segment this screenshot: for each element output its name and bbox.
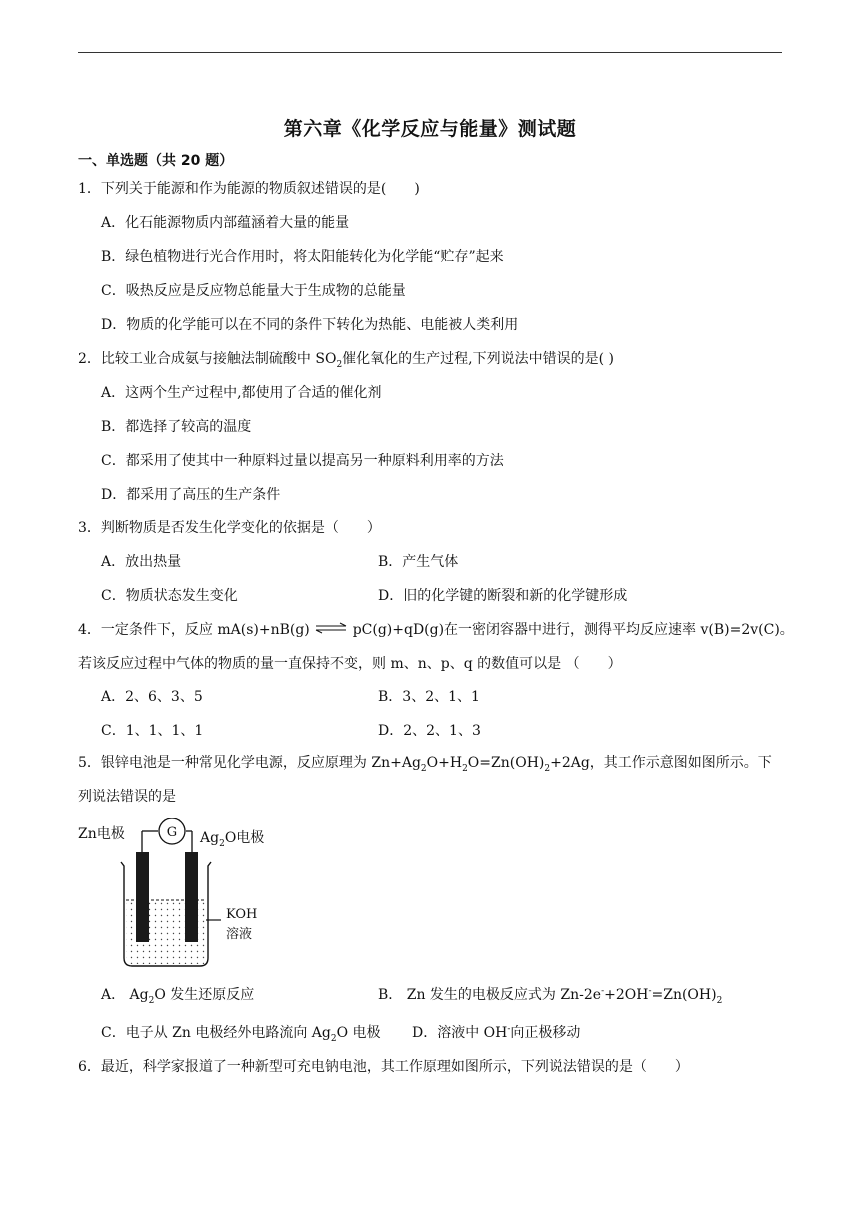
page-title: 第六章《化学反应与能量》测试题 <box>283 118 577 140</box>
solution-label: 溶液 <box>226 927 253 942</box>
question-2-option-c: C．都采用了使其中一种原料过量以提高另一种原料利用率的方法 <box>101 453 504 469</box>
question-5-option-c: C．电子从 Zn 电极经外电路流向 $Ag_2O$ 电极 <box>101 1025 381 1044</box>
question-3-option-c: C．物质状态发生变化 <box>101 588 238 604</box>
question-3-stem: 3．判断物质是否发生化学变化的依据是（ ） <box>78 520 381 536</box>
ag2o-electrode <box>185 852 198 942</box>
zn-electrode <box>136 852 149 942</box>
question-3-option-b: B．产生气体 <box>378 554 459 570</box>
question-5-option-b: B． Zn 发生的电极反应式为 $Zn-2e^-+2OH^-=Zn(OH)_2$ <box>378 986 723 1006</box>
question-3-option-a: A．放出热量 <box>101 554 182 570</box>
question-2-option-a: A．这两个生产过程中,都使用了合适的催化剂 <box>101 385 382 401</box>
question-5-option-d: D．溶液中 OH-向正极移动 <box>412 1024 581 1041</box>
ag2o-electrode-label: $Ag_2O$电极 <box>200 830 265 849</box>
question-1-option-a: A．化石能源物质内部蕴涵着大量的能量 <box>101 215 350 231</box>
question-1-option-b: B．绿色植物进行光合作用时，将太阳能转化为化学能“贮存”起来 <box>101 249 504 265</box>
question-2-stem: 2．比较工业合成氨与接触法制硫酸中 $SO_2$催化氧化的生产过程,下列说法中错误的是( ) <box>78 351 614 370</box>
question-1-stem: 1．下列关于能源和作为能源的物质叙述错误的是( ) <box>78 181 420 197</box>
question-5-option-a: A． $Ag_2O$ 发生还原反应 <box>101 987 255 1006</box>
header-rule <box>78 52 782 53</box>
koh-label: KOH <box>226 907 258 922</box>
question-6-stem: 6．最近，科学家报道了一种新型可充电钠电池，其工作原理如图所示，下列说法错误的是（ ） <box>78 1059 689 1075</box>
question-5-stem-line2: 列说法错误的是 <box>78 789 176 805</box>
question-4-option-b: B．3、2、1、1 <box>378 689 480 705</box>
equilibrium-arrow-icon <box>314 621 348 639</box>
question-4-option-a: A．2、6、3、5 <box>101 689 203 705</box>
question-4-stem: 4．一定条件下，反应 mA(s)+nB(g) pC(g)+qD(g)在一密闭容器中进行，测得平均反应速率 v(B)=2v(C)。 <box>78 622 794 638</box>
question-2-option-d: D．都采用了高压的生产条件 <box>101 487 281 503</box>
question-4-stem-line2: 若该反应过程中气体的物质的量一直保持不变，则 m、n、p、q 的数值可以是 （ ） <box>78 656 622 672</box>
galvanometer-label: G <box>166 825 178 840</box>
question-2-option-b: B．都选择了较高的温度 <box>101 419 252 435</box>
zn-electrode-label: Zn电极 <box>78 826 125 842</box>
question-5-stem: 5．银锌电池是一种常见化学电源，反应原理为 $Zn+Ag_2O+H_2O=Zn(OH)_2+2Ag$，其工作示意图如图所示。下 <box>78 755 772 774</box>
section-heading: 一、单选题（共 20 题） <box>78 153 234 169</box>
question-3-option-d: D．旧的化学键的断裂和新的化学键形成 <box>378 588 628 604</box>
question-1-option-c: C．吸热反应是反应物总能量大于生成物的总能量 <box>101 283 406 299</box>
question-4-option-c: C．1、1、1、1 <box>101 723 204 739</box>
question-1-option-d: D．物质的化学能可以在不同的条件下转化为热能、电能被人类利用 <box>101 317 519 333</box>
question-4-option-d: D．2、2、1、3 <box>378 723 481 739</box>
battery-diagram <box>76 818 276 974</box>
